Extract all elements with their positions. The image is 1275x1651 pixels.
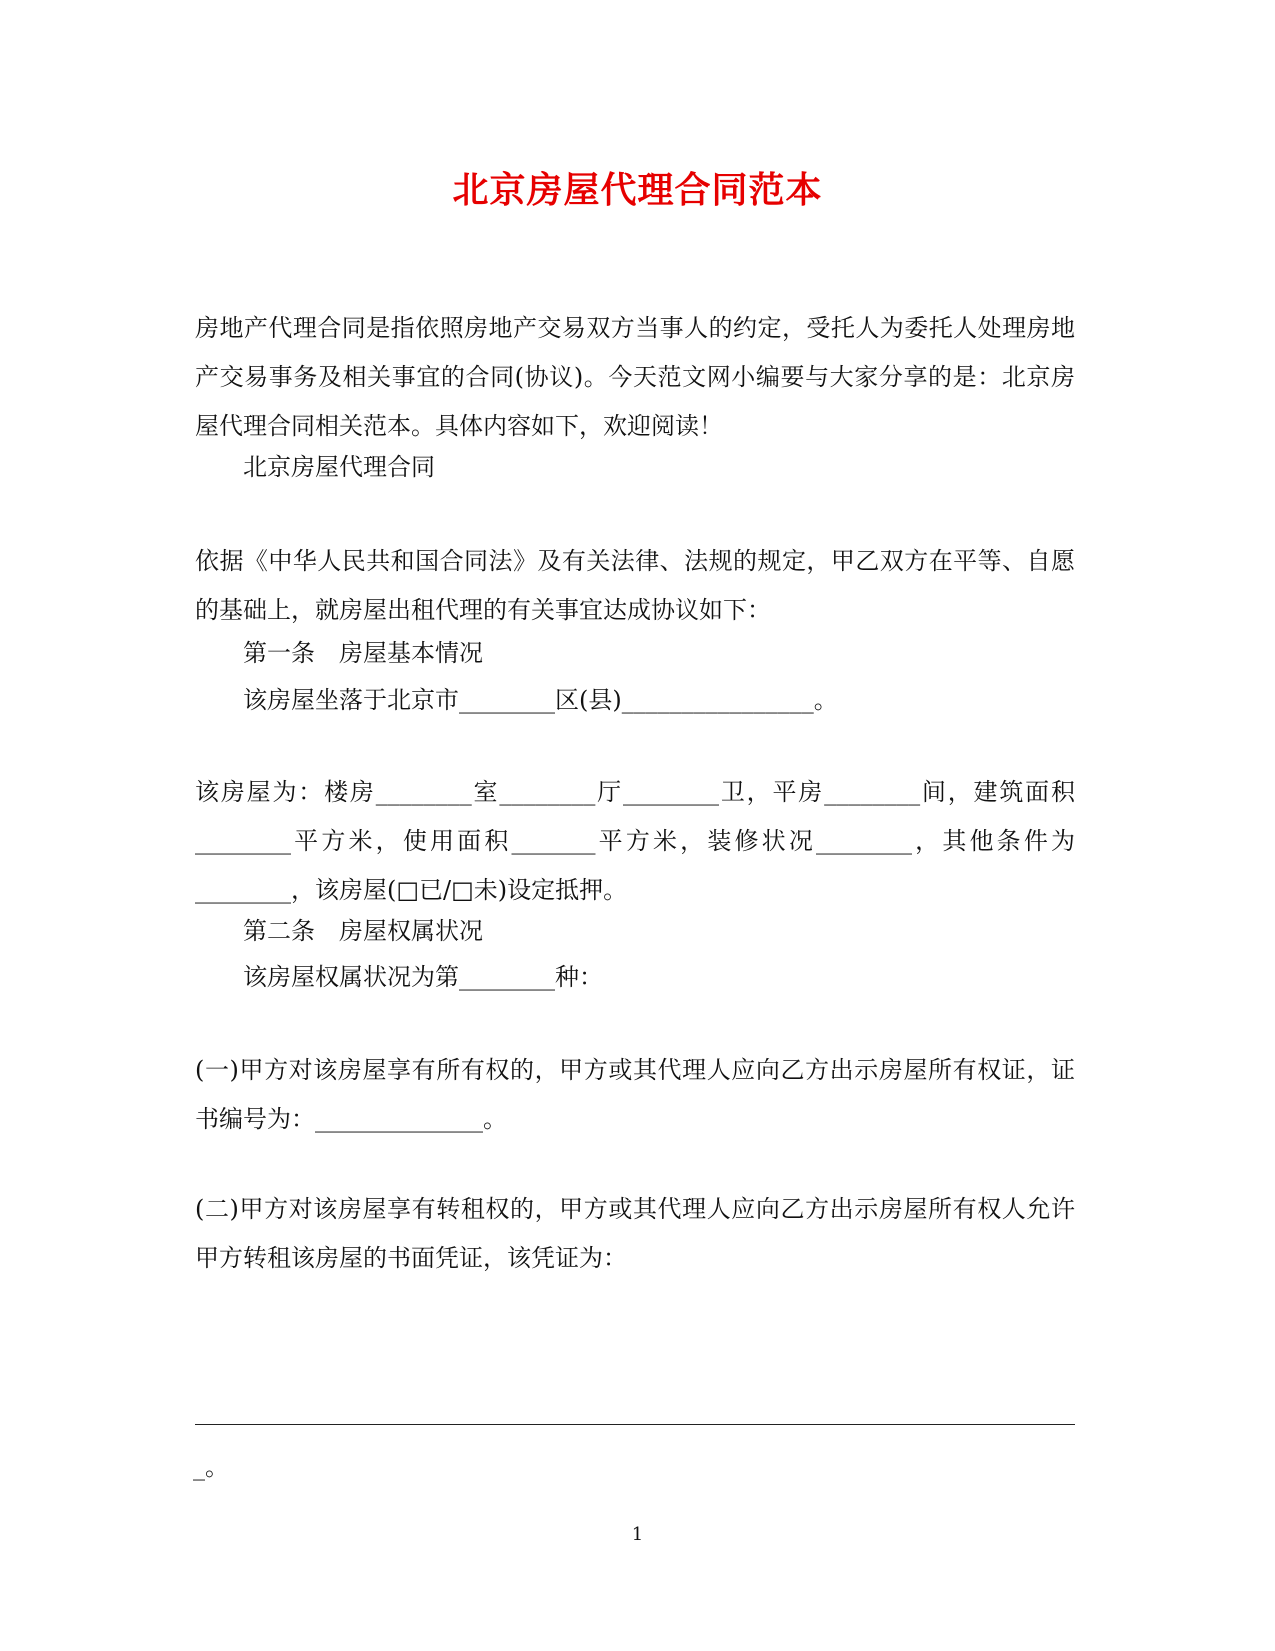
article1-detail: 该房屋为：楼房________室________厅________卫，平房________间，建筑面积________平方米，使用面积_______平方米，装修状况________，其他条件为________，该房屋(□已/□未)设定抵押。	[195, 778, 1075, 904]
document-title: 北京房屋代理合同范本	[452, 169, 823, 211]
page-number: 1	[631, 1524, 644, 1545]
article2-heading: 第二条 房屋权属状况	[243, 917, 483, 945]
fill-in-line	[195, 1424, 1075, 1425]
basis-paragraph: 依据《中华人民共和国合同法》及有关法律、法规的规定，甲乙双方在平等、自愿的基础上，就房屋出租代理的有关事宜达成协议如下：	[195, 547, 1075, 624]
article2-text: 该房屋权属状况为第________种：	[243, 963, 603, 991]
fill-in-tail: _。	[193, 1453, 229, 1481]
article1-heading: 第一条 房屋基本情况	[243, 639, 483, 667]
clause-2: (二)甲方对该房屋享有转租权的，甲方或其代理人应向乙方出示房屋所有权人允许甲方转租该房屋的书面凭证，该凭证为：	[195, 1195, 1075, 1272]
intro-paragraph: 房地产代理合同是指依照房地产交易双方当事人的约定，受托人为委托人处理房地产交易事务及相关事宜的合同(协议)。今天范文网小编要与大家分享的是：北京房屋代理合同相关范本。具体内容如下，欢迎阅读！	[195, 314, 1075, 440]
article1-location: 该房屋坐落于北京市________区(县)________________。	[243, 686, 838, 714]
clause-1: (一)甲方对该房屋享有所有权的，甲方或其代理人应向乙方出示房屋所有权证，证书编号为：______________。	[195, 1056, 1075, 1133]
contract-subtitle: 北京房屋代理合同	[243, 453, 435, 481]
